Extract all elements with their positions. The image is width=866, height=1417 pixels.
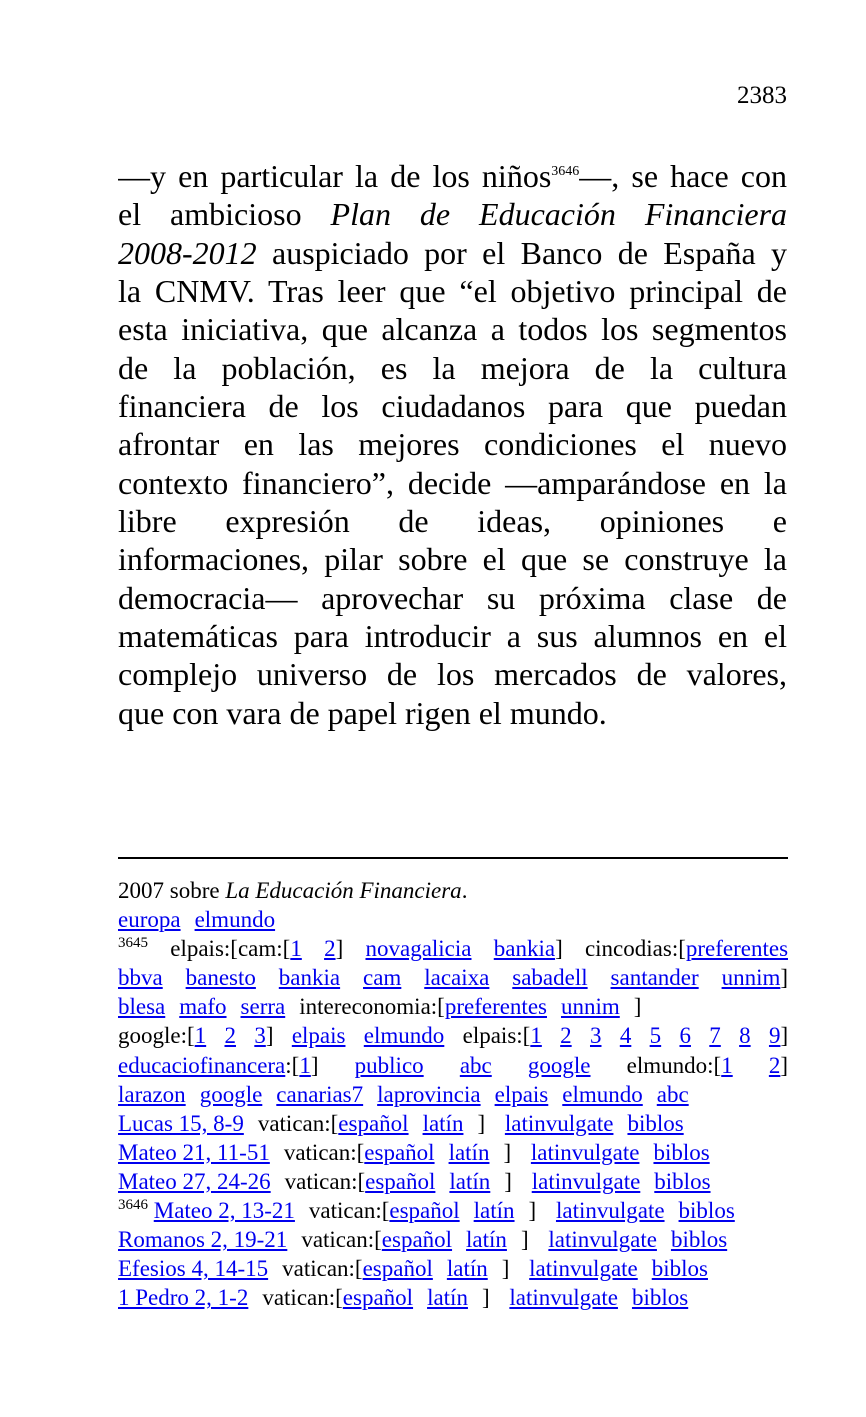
link-canarias7[interactable]: canarias7: [276, 1081, 364, 1107]
body-line: de la población, es la mejora de la cultura: [118, 349, 787, 386]
link-espanol[interactable]: español: [364, 1139, 435, 1165]
link-educaciofinancera-1[interactable]: 1: [299, 1052, 311, 1078]
text-run: intereconomia:[: [299, 994, 445, 1020]
text-run: ]: [503, 1139, 512, 1165]
italic-title: Plan de Educación Financiera: [330, 196, 787, 233]
link-elmundo-1[interactable]: 1: [721, 1052, 733, 1078]
footnote-ref: 3646: [551, 164, 580, 179]
text-run: el ambicioso: [118, 196, 302, 233]
body-line: informaciones, pilar sobre el que se construye la: [118, 541, 787, 578]
footnote-line: [118, 1021, 788, 1050]
link-banesto[interactable]: banesto: [185, 965, 256, 991]
link-elpais-6[interactable]: 6: [679, 1023, 691, 1049]
link-latinvulgate[interactable]: latinvulgate: [529, 1256, 638, 1282]
link-latin[interactable]: latín: [446, 1256, 488, 1282]
link-elpais-1[interactable]: 1: [530, 1023, 542, 1049]
body-line: libre expresión de ideas, opiniones e: [118, 503, 787, 540]
text-run: elpais:[: [462, 1023, 531, 1049]
body-line: financiera de los ciudadanos para que puedan: [118, 388, 787, 425]
footnotes: [118, 876, 788, 1312]
footnote-line: [118, 963, 788, 992]
link-biblos[interactable]: biblos: [653, 1139, 710, 1165]
link-unnim[interactable]: unnim: [721, 965, 781, 991]
link-sabadell[interactable]: sabadell: [512, 965, 588, 991]
text-run: .: [461, 878, 468, 903]
link-bbva[interactable]: bbva: [118, 965, 163, 991]
footnote-line: [118, 1254, 788, 1283]
link-espanol[interactable]: español: [365, 1168, 436, 1194]
link-latin[interactable]: latín: [466, 1227, 507, 1253]
link-elpais-9[interactable]: 9: [768, 1023, 781, 1049]
link-latin[interactable]: latín: [448, 1139, 490, 1165]
link-bankia[interactable]: bankia: [493, 936, 556, 962]
link-elmundo[interactable]: elmundo: [562, 1081, 643, 1107]
link-efesios[interactable]: Efesios 4, 14-15: [118, 1256, 269, 1282]
link-google-1[interactable]: 1: [194, 1023, 207, 1049]
link-elpais-4[interactable]: 4: [619, 1023, 632, 1049]
link-latin[interactable]: latín: [473, 1198, 515, 1224]
link-latinvulgate[interactable]: latinvulgate: [548, 1227, 657, 1253]
text-run: vatican:[: [257, 1110, 339, 1136]
body-line: afrontar en las mejores condiciones el nuevo: [118, 426, 787, 463]
text-run: vatican:[: [301, 1227, 382, 1253]
link-latinvulgate[interactable]: latinvulgate: [555, 1198, 665, 1224]
text-run: ]: [265, 1023, 274, 1049]
text-run: elpais:[cam:[: [170, 936, 291, 962]
text-run: google:[: [118, 1023, 195, 1049]
link-pedro[interactable]: 1 Pedro 2, 1-2: [118, 1285, 249, 1311]
link-biblos[interactable]: biblos: [670, 1227, 728, 1253]
link-abc[interactable]: abc: [459, 1052, 492, 1078]
body-line: [118, 157, 787, 195]
link-espanol[interactable]: español: [381, 1227, 453, 1253]
footnote-line: [118, 1196, 788, 1225]
body-line: la CNMV. Tras leer que “el objetivo principal de: [118, 273, 787, 310]
link-preferentes[interactable]: preferentes: [444, 994, 547, 1020]
body-text: [118, 157, 787, 732]
link-educaciofinancera[interactable]: educaciofinancera: [118, 1052, 286, 1078]
text-run: vatican:[: [282, 1256, 363, 1282]
text-run: auspiciado por el Banco de España y: [272, 234, 787, 271]
link-espanol[interactable]: español: [342, 1285, 414, 1311]
link-mafo[interactable]: mafo: [179, 994, 227, 1020]
body-line: [118, 195, 787, 233]
body-line: matemáticas para introducir a sus alumnos en el: [118, 618, 787, 655]
text-run: ]: [477, 1110, 486, 1136]
link-elpais-7[interactable]: 7: [709, 1023, 721, 1049]
link-latin[interactable]: latín: [422, 1110, 464, 1136]
link-laprovincia[interactable]: laprovincia: [377, 1081, 481, 1107]
link-cam-2[interactable]: 2: [324, 936, 336, 962]
link-cam[interactable]: cam: [363, 965, 402, 991]
text-run: —y en particular la de los niños: [118, 158, 552, 194]
link-unnim[interactable]: unnim: [560, 994, 620, 1020]
link-google[interactable]: google: [527, 1052, 591, 1078]
page-number: 2383: [737, 82, 787, 109]
text-run: ]: [780, 1052, 788, 1078]
text-run: ] cincodias:[: [555, 936, 686, 962]
text-run: vatican:[: [284, 1168, 366, 1194]
body-line: contexto financiero”, decide —amparándose en la: [118, 464, 787, 501]
link-espanol[interactable]: español: [338, 1110, 409, 1136]
link-elpais[interactable]: elpais: [494, 1081, 549, 1107]
footnote-line: [118, 1109, 788, 1138]
link-blesa[interactable]: blesa: [118, 994, 166, 1020]
link-abc[interactable]: abc: [656, 1081, 689, 1107]
link-latinvulgate[interactable]: latinvulgate: [504, 1110, 614, 1136]
link-biblos[interactable]: biblos: [631, 1285, 689, 1311]
link-google[interactable]: google: [199, 1081, 263, 1107]
text-run: ]: [780, 965, 788, 991]
text-run: elmundo:[: [626, 1052, 722, 1078]
link-elmundo[interactable]: elmundo: [194, 907, 276, 933]
link-elmundo[interactable]: elmundo: [363, 1023, 445, 1049]
text-run: vatican:[: [262, 1285, 343, 1311]
text-run: ]: [780, 1023, 788, 1049]
link-elpais-8[interactable]: 8: [739, 1023, 751, 1049]
text-run: 2007 sobre: [118, 878, 220, 903]
footnote-number: 3646: [118, 1197, 148, 1214]
link-mateo21[interactable]: Mateo 21, 11-51: [118, 1139, 270, 1165]
link-elmundo-2[interactable]: 2: [768, 1052, 781, 1078]
text-run: ]: [335, 936, 344, 962]
text-run: ]: [633, 994, 642, 1020]
link-lucas[interactable]: Lucas 15, 8-9: [118, 1110, 244, 1136]
text-run: ]: [310, 1052, 319, 1078]
link-mateo2[interactable]: Mateo 2, 13-21: [153, 1198, 295, 1224]
footnote-separator: [118, 857, 788, 859]
link-latinvulgate[interactable]: latinvulgate: [530, 1139, 640, 1165]
body-line: [118, 234, 787, 272]
link-mateo27[interactable]: Mateo 27, 24-26: [118, 1168, 271, 1194]
body-line: que con vara de papel rigen el mundo.: [118, 694, 607, 731]
link-espanol[interactable]: español: [389, 1198, 460, 1224]
link-latinvulgate[interactable]: latinvulgate: [509, 1285, 618, 1311]
footnote-line: [118, 1138, 788, 1167]
link-espanol[interactable]: español: [362, 1256, 433, 1282]
text-run: ]: [504, 1168, 512, 1194]
footnote-line: [118, 1225, 788, 1254]
link-larazon[interactable]: larazon: [118, 1081, 186, 1107]
link-elpais-2[interactable]: 2: [560, 1023, 572, 1049]
text-run: vatican:[: [283, 1139, 365, 1165]
body-line: complejo universo de los mercados de valores,: [118, 656, 787, 693]
footnote-line: [118, 1080, 788, 1109]
link-biblos[interactable]: biblos: [678, 1198, 735, 1224]
footnote-line: [118, 992, 788, 1021]
italic-title: La Educación Financiera: [225, 878, 462, 903]
footnote-line: [118, 1051, 788, 1080]
footnote-line: [118, 934, 788, 963]
link-elpais[interactable]: elpais: [291, 1023, 346, 1049]
italic-title: 2008-2012: [118, 234, 257, 271]
link-europa[interactable]: europa: [118, 907, 181, 933]
link-latin[interactable]: latín: [427, 1285, 468, 1311]
link-biblos[interactable]: biblos: [627, 1110, 684, 1136]
text-run: :[: [285, 1052, 300, 1078]
link-cam-1[interactable]: 1: [290, 936, 302, 962]
link-latin[interactable]: latín: [449, 1168, 491, 1194]
link-biblos[interactable]: biblos: [651, 1256, 708, 1282]
link-novagalicia[interactable]: novagalicia: [365, 936, 472, 962]
text-run: vatican:[: [308, 1198, 390, 1224]
link-publico[interactable]: publico: [354, 1052, 424, 1078]
link-google-2[interactable]: 2: [224, 1023, 236, 1049]
link-serra[interactable]: serra: [240, 994, 286, 1020]
footnote-line: [118, 1167, 788, 1196]
link-santander[interactable]: santander: [610, 965, 699, 991]
body-line: esta iniciativa, que alcanza a todos los segmentos: [118, 311, 787, 348]
text-run: ]: [481, 1285, 490, 1311]
link-preferentes[interactable]: preferentes: [685, 936, 788, 962]
text-run: —, se hace con: [579, 158, 787, 194]
text-run: ]: [528, 1198, 537, 1224]
link-elpais-5[interactable]: 5: [649, 1023, 662, 1049]
link-romanos[interactable]: Romanos 2, 19-21: [118, 1227, 288, 1253]
link-latinvulgate[interactable]: latinvulgate: [531, 1168, 641, 1194]
link-biblos[interactable]: biblos: [654, 1168, 711, 1194]
footnote-line: [118, 1283, 788, 1312]
footnote-line: [118, 876, 788, 905]
link-google-3[interactable]: 3: [254, 1023, 266, 1049]
text-run: ]: [520, 1227, 529, 1253]
footnote-line: [118, 905, 788, 934]
footnote-number: 3645: [118, 935, 148, 952]
link-bankia[interactable]: bankia: [278, 965, 341, 991]
link-lacaixa[interactable]: lacaixa: [424, 965, 490, 991]
text-run: ]: [501, 1256, 510, 1282]
body-line: democracia— aprovechar su próxima clase de: [118, 579, 787, 616]
link-elpais-3[interactable]: 3: [589, 1023, 602, 1049]
